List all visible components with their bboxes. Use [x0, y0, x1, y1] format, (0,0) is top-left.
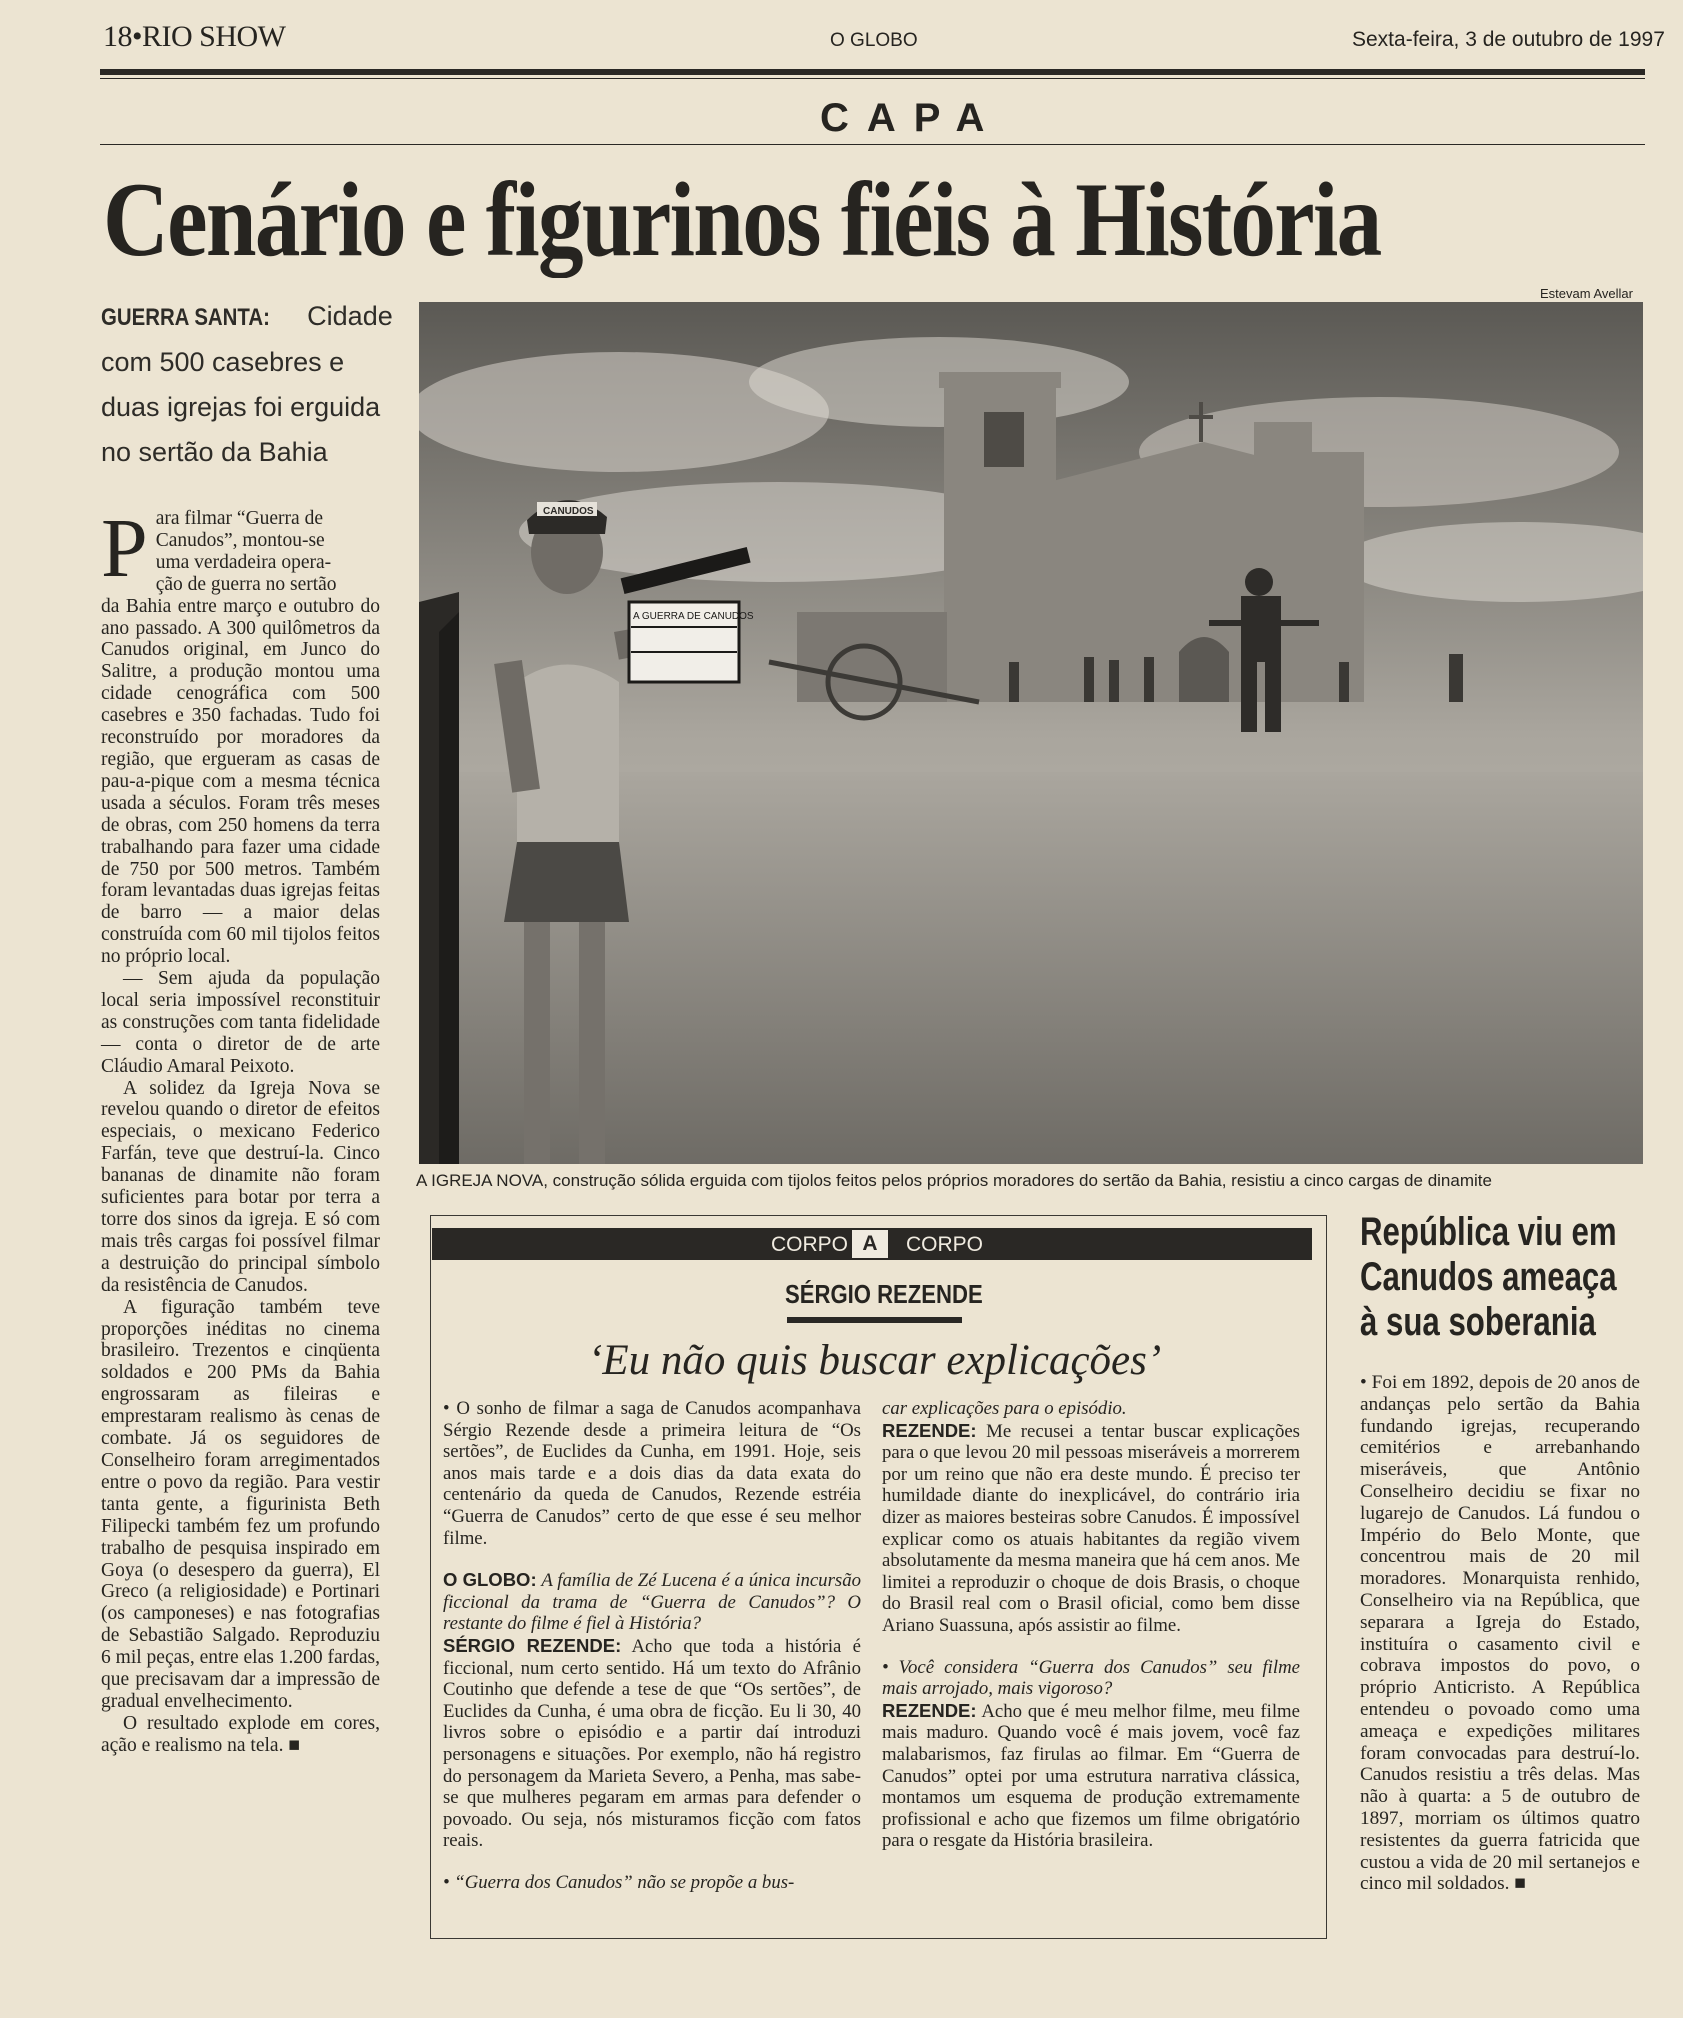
section-label: CAPA [820, 96, 1003, 140]
lead-paragraph: P ara filmar “Guerra de Canudos”, montou-se uma verdadeira opera- ção de guerra no sertão [101, 508, 337, 595]
article-kicker: GUERRA SANTA: [101, 304, 270, 331]
cap-text: CANUDOS [543, 506, 594, 517]
newspaper-name: O GLOBO [830, 30, 918, 51]
article-paragraph-3: A solidez da Igreja Nova se revelou quando o diretor de efeitos especiais, o mexicano Federico Farfán, teve que destruí-la. Cinco bananas de dinamite não foram suficientes para botar por terra a torre dos sinos da igreja. E só com mais três cargas foi possível filmar a destruição do principal símbolo da resistência de Canudos. [101, 1077, 380, 1296]
church-set-photo [419, 302, 1643, 1164]
interview-column-1 [443, 1398, 861, 1893]
interview-column-2 [882, 1398, 1300, 1852]
bar-label-mid: A [852, 1230, 888, 1258]
sidebar-body: • Foi em 1892, depois de 20 anos de andanças pelo sertão da Bahia fundando igrejas, recuperando cemitérios e arrebanhando miseráveis, que Antônio Conselheiro decidiu se fixar no lugarejo de Canudos. Lá fundou o Império do Belo Monte, que concentrou mais de 20 mil moradores. Monarquista renhido, Conselheiro via na República, que separara a Igreja do Estado, instituíra o casamento civil e cobrava impostos do povo, o próprio Anticristo. A República entendeu o povoado como uma ameaça e expedições militares foram convocadas para destruí-lo. Canudos resistiu a três delas. Mas não à quarta: a 5 de outubro de 1897, morriam os últimos quatro resistentes da guerra fatricida que custou a vida de 20 mil sertanejos e cinco mil soldados. ■ [1360, 1372, 1640, 1895]
section-rule [100, 144, 1645, 145]
name-underline [787, 1317, 962, 1323]
page-number-section: 18•RIO SHOW [103, 20, 286, 53]
header-rule-thin [100, 78, 1645, 79]
article-paragraph-2: — Sem ajuda da população local seria impossível reconstituir as construções com tanta fidelidade — conta o diretor de de arte Cláudio Amaral Peixoto. [101, 968, 380, 1077]
bell-window [984, 412, 1024, 467]
answer-3: REZENDE: Acho que é meu melhor filme, meu filme mais maduro. Quando você é mais jovem, você faz malabarismos, faz firulas ao filmar. Em “Guerra de Canudos” optei por uma estrutura narrativa clássica, montamos um esquema de produção extremamente profissional e acho que fizemos um filme obrigatório para o resgate da História brasileira. [882, 1699, 1300, 1852]
clapper-title: A GUERRA DE CANUDOS [633, 611, 754, 622]
main-article-column [101, 508, 380, 1757]
question-3: • Você considera “Guerra dos Canudos” seu filme mais arrojado, mais vigoroso? [882, 1656, 1300, 1700]
issue-date: Sexta-feira, 3 de outubro de 1997 [1352, 28, 1665, 51]
article-paragraph-1: da Bahia entre março e outubro do ano passado. A 300 quilômetros da Canudos original, em Junco do Salitre, a produção montou uma cidade cenográfica com 500 casebres e 350 fachadas. Tudo foi reconstruído por moradores da região, que ergueram as casas de pau-a-pique com a mesma técnica usada a séculos. Foram três meses de obras, com 250 homens da terra trabalhando para fazer uma cidade de 750 por 500 metros. Também foram levantadas duas igrejas feitas de barro — a maior delas construída com 60 mil tijolos feitos no próprio local. [101, 595, 380, 968]
article-paragraph-5: O resultado explode em cores, ação e realismo na tela. ■ [101, 1712, 380, 1756]
question-1: O GLOBO: A família de Zé Lucena é a única incursão ficcional da trama de “Guerra de Canudos”? O restante do filme é fiel à História? [443, 1569, 861, 1635]
answer-2: REZENDE: Me recusei a tentar buscar explicações para o que levou 20 mil pessoas miseráveis a morrerem por um reino que não era deste mundo. É preciso ter humildade diante do inexplicável, do contrário iria dizer as maiores besteiras sobre Canudos. É impossível explicar como os atuais habitantes da região vivem absolutamente da mesma maneira que há cem anos. Me limitei a reproduzir o choque de dois Brasis, o choque do Brasil real com o Brasil oficial, como bem disse Ariano Suassuna, após assistir ao filme. [882, 1419, 1300, 1636]
question-2-end: car explicações para o episódio. [882, 1398, 1127, 1419]
headline: Cenário e figurinos fiéis à História [103, 161, 1381, 278]
bar-label-left: CORPO [771, 1233, 849, 1256]
answer-1: SÉRGIO REZENDE: Acho que toda a história é ficcional, num certo sentido. Há um texto do Afrânio Coutinho que defende a tese de que “Os sertões”, de Euclides da Cunha, é uma obra de ficção. Eu li 30, 40 livros sobre o episódio e a partir daí introduzi personagens e situações. Por exemplo, não há registro do personagem da Marieta Severo, a Penha, mas sabe-se que mulheres pegaram em armas para defender o povoado. Ou seja, nós misturamos ficção com fatos reais. [443, 1634, 861, 1852]
photo-caption: A IGREJA NOVA, construção sólida erguida com tijolos feitos pelos próprios moradores do sertão da Bahia, resistiu a cinco cargas de dinamite [416, 1171, 1492, 1190]
bar-label-right: CORPO [906, 1233, 984, 1256]
drop-cap: P [101, 508, 148, 595]
photo-credit: Estevam Avellar [1540, 286, 1633, 301]
interview-intro: • O sonho de filmar a saga de Canudos acompanhava Sérgio Rezende desde a primeira leitura de “Os sertões”, de Euclides da Cunha, em 1991. Hoje, seis anos mais tarde e a dois dias da data exata do centenário da queda de Canudos, Rezende estréia “Guerra de Canudos” certo de que esse é seu melhor filme. [443, 1398, 861, 1549]
article-subhead: GUERRA SANTA: Cidade com 500 casebres e duas igrejas foi erguida no sertão da Bahia [101, 294, 401, 475]
photo-illustration [419, 302, 1643, 1164]
header-rule [100, 69, 1645, 75]
interview-title: ‘Eu não quis buscar explicações’ [588, 1337, 1162, 1384]
article-paragraph-4: A figuração também teve proporções inéditas no cinema brasileiro. Trezentos e cinqüenta soldados e 200 PMs da Bahia engrossaram as fileiras e emprestaram realismo às cenas de combate. Já os seguidores de Conselheiro foram arregimentados entre o povo da região. Para vestir tanta gente, a figurinista Beth Filipecki também fez um profundo trabalho de pesquisa inspirado em Goya (o desespero da guerra), El Greco (a religiosidade) e Portinari (os camponeses) e nas fotografias de Sebastião Salgado. Reproduziu 6 mil peças, entre elas 1.200 fardas, que precisavam dar a impressão de gradual envelhecimento. [101, 1296, 380, 1712]
church-door [1179, 637, 1229, 702]
sidebar-headline: República viu em Canudos ameaça à sua soberania [1360, 1210, 1617, 1344]
question-2-start: • “Guerra dos Canudos” não se propõe a bus- [443, 1871, 795, 1893]
interviewee-name: SÉRGIO REZENDE [785, 1279, 983, 1309]
